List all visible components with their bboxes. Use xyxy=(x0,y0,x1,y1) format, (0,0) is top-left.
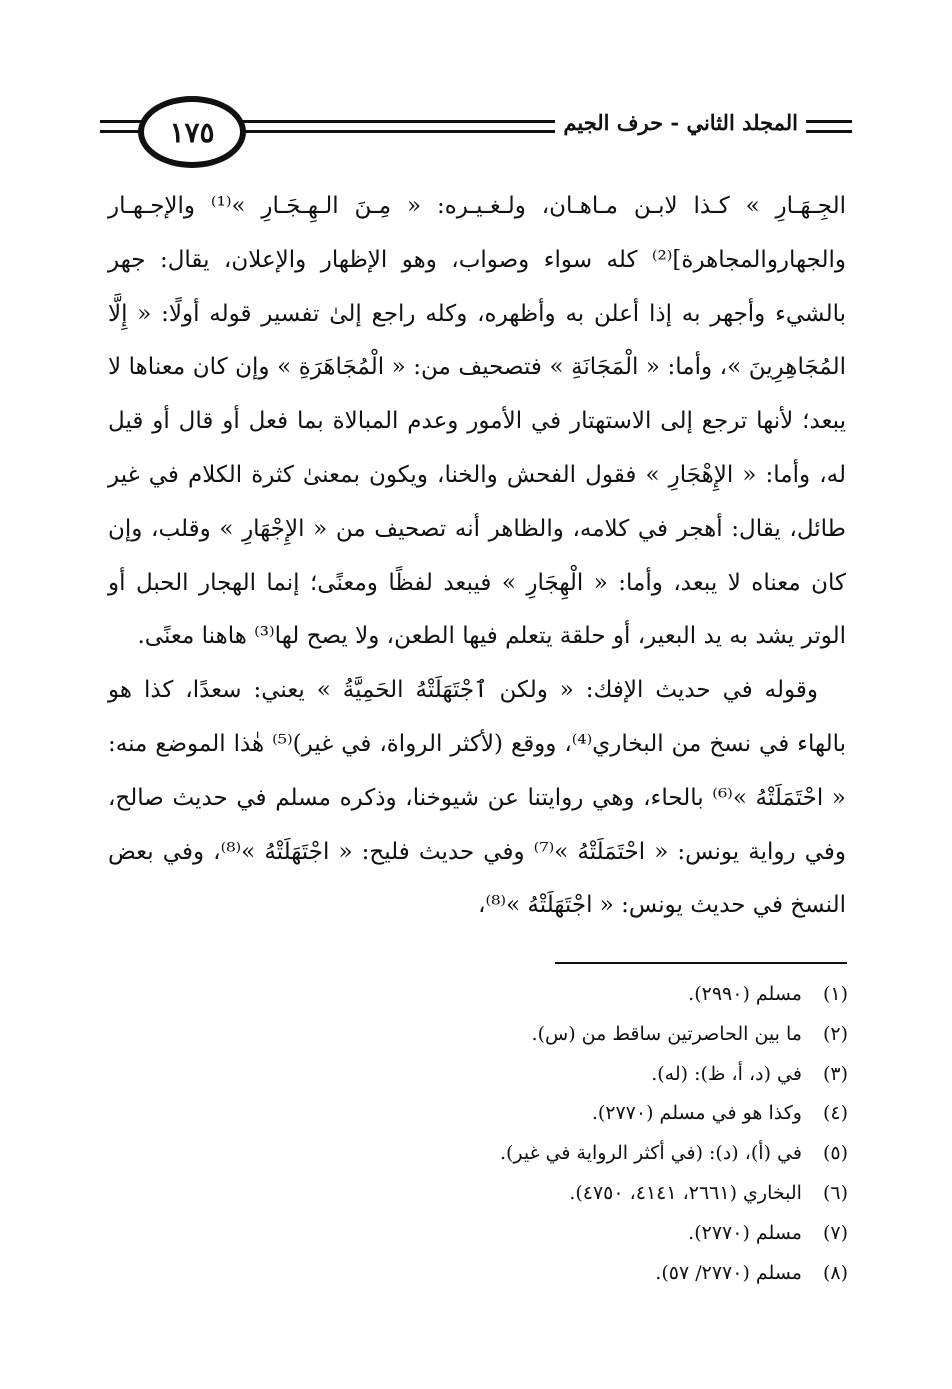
footnote xyxy=(300,1015,848,1055)
footnote-number: (٣) xyxy=(822,1062,848,1085)
footnote-text: البخاري (٢٦٦١، ٤١٤١، ٤٧٥٠). xyxy=(569,1181,802,1204)
footnote-number: (٥) xyxy=(822,1142,848,1165)
footnote-text: مسلم (٢٧٧٠). xyxy=(688,1221,802,1244)
paragraph: وقوله في حديث الإفك: « ولكن ٱجْتَهَلَتْهُ الحَمِيَّةُ » يعني: سعدًا، كذا هو بالهاء في نسخ من البخاري⁽⁴⁾، ووقع (لأكثر الرواة، في غير)⁽⁵⁾ هٰذا الموضع منه: « احْتَمَلَتْهُ »⁽⁶⁾ بالحاء، وهي روايتنا عن شيوخنا، وذكره مسلم في حديث صالح، وفي رواية يونس: « احْتَمَلَتْهُ »⁽⁷⁾ وفي حديث فليح: « اجْتَهَلَتْهُ »⁽⁸⁾، وفي بعض النسخ في حديث يونس: « اجْتَهَلَتْهُ »⁽⁸⁾، xyxy=(108,677,847,919)
footnote xyxy=(300,1174,848,1214)
footnote xyxy=(300,1134,848,1174)
footnote-text: مسلم (٢٧٧٠/ ٥٧). xyxy=(655,1261,802,1284)
main-text xyxy=(108,180,846,933)
footnote-text: مسلم (٢٩٩٠). xyxy=(688,983,802,1005)
footnote-number: (٤) xyxy=(822,1102,848,1125)
footnote xyxy=(300,975,848,1015)
footnote-text: ما بين الحاصرتين ساقط من (س). xyxy=(531,1022,802,1045)
footnote-text: في (د، أ، ظ): (له). xyxy=(651,1062,802,1085)
page-number-badge xyxy=(138,96,246,168)
footnote-number: (٦) xyxy=(822,1181,848,1204)
footnote xyxy=(300,1094,848,1134)
footnote-text: وكذا هو في مسلم (٢٧٧٠). xyxy=(591,1102,802,1125)
footnote-number: (١) xyxy=(822,983,848,1005)
footnote-number: (٧) xyxy=(822,1221,848,1244)
footnote xyxy=(300,1055,848,1095)
footnotes xyxy=(300,975,848,1293)
running-title: المجلد الثاني - حرف الجيم xyxy=(555,110,806,135)
footnote-number: (٨) xyxy=(822,1261,848,1284)
page-header xyxy=(100,92,852,178)
footnote-separator xyxy=(555,962,847,964)
footnote-text: في (أ)، (د): (في أكثر الرواية في غير). xyxy=(499,1142,802,1165)
footnote-number: (٢) xyxy=(822,1022,848,1045)
paragraph: الجِـهَـارِ » كـذا لابـن مـاهـان، ولـغـيـره: « مِـنَ الـهِـجَـارِ »⁽¹⁾ والإجـهـار والجهاروالمجاهرة]⁽²⁾ كله سواء وصواب، وهو الإظهار والإعلان، يقال: جهر بالشيء وأجهر به إذا أعلن به وأظهره، وكله راجع إلىٰ تفسير قوله أولًا: « إِلَّا المُجَاهِرِينَ »، وأما: « الْمَجَانَةِ » فتصحيف من: « الْمُجَاهَرَةِ » وإن كان معناها لا يبعد؛ لأنها ترجع إلى الاستهتار في الأمور وعدم المبالاة بما فعل أو قال أو قيل له، وأما: « الإِهْجَارِ » فقول الفحش والخنا، ويكون بمعنىٰ كثرة الكلام في غير طائل، يقال: أهجر في كلامه، والظاهر أنه تصحيف من « الإِجْهَارِ » وقلب، وإن كان معناه لا يبعد، وأما: « الْهِجَارِ » فيبعد لفظًا ومعنًى؛ إنما الهجار الحبل أو الوتر يشد به يد البعير، أو حلقة يتعلم فيها الطعن، ولا يصح لها⁽³⁾ هاهنا معنًى. xyxy=(108,193,846,650)
page-number: ١٧٥ xyxy=(169,115,215,149)
footnote xyxy=(300,1254,848,1294)
footnote xyxy=(300,1214,848,1254)
